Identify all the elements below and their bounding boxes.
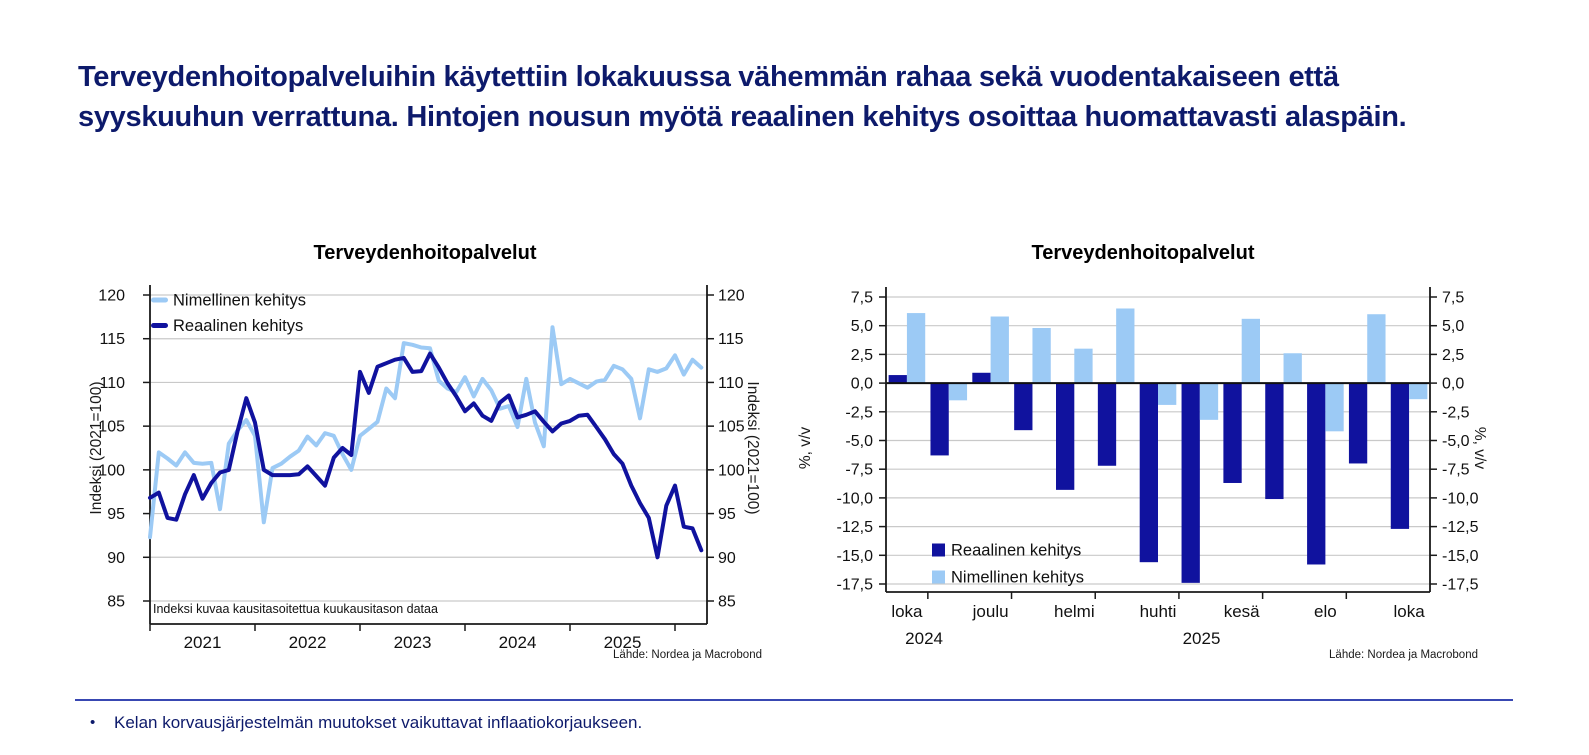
y-tick-label-left: -17,5 [836,576,873,594]
y-tick-label-right: 90 [718,549,736,567]
bullet-icon: • [90,714,96,731]
y-tick-label-right: 0,0 [1442,375,1465,393]
bar-nominal [1325,383,1343,431]
legend-swatch [932,544,945,557]
y-tick-label-left: 105 [98,418,125,436]
y-tick-label-right: -17,5 [1442,576,1479,594]
divider-line [75,699,1513,701]
bar-real [1182,383,1200,583]
y-tick-label-left: 85 [107,593,125,611]
bar-real [1140,383,1158,562]
y-tick-label-left: 90 [107,549,125,567]
bar-nominal [949,383,967,400]
bar-nominal [991,317,1009,384]
bar-nominal [1032,328,1050,383]
x-month-label: helmi [1053,602,1095,621]
y-tick-label-right: 100 [718,462,745,480]
x-year-label: 2023 [393,633,432,652]
footer-bullet-text: Kelan korvausjärjestelmän muutokset vaikuttavat inflaatiokorjaukseen. [114,713,643,732]
legend-swatch [151,323,168,328]
line-chart-ylabel-left: Indeksi (2021=100) [88,381,105,515]
y-tick-label-left: -12,5 [836,519,873,537]
y-tick-label-left: 100 [98,462,125,480]
bar-real [1056,383,1074,490]
line-chart-source: Lähde: Nordea ja Macrobond [613,649,762,661]
line-chart-ylabel-right: Indeksi (2021=100) [744,381,761,515]
bar-nominal [907,313,925,383]
x-year-label: 2024 [498,633,537,652]
bar-nominal [1158,383,1176,405]
y-tick-label-right: -7,5 [1442,461,1470,479]
x-year-label: 2024 [905,629,943,648]
bar-chart [790,235,1530,670]
y-tick-label-right: 85 [718,593,736,611]
legend-label: Nimellinen kehitys [951,568,1084,587]
bar-real [1391,383,1409,529]
bar-real [889,375,907,383]
y-tick-label-left: 7,5 [850,289,873,307]
x-month-label: huhti [1139,602,1177,621]
bar-real [972,373,990,383]
bar-chart-source: Lähde: Nordea ja Macrobond [1329,649,1478,661]
y-tick-label-right: 2,5 [1442,346,1465,364]
bar-chart-title: Terveydenhoitopalvelut [1031,242,1255,264]
footer-bullet-row [90,711,1490,735]
x-year-label: 2021 [183,633,222,652]
legend-swatch [932,571,945,584]
x-month-label: joulu [972,602,1009,621]
y-tick-label-right: -15,0 [1442,547,1479,565]
y-tick-label-right: 95 [718,506,736,524]
y-tick-label-left: -2,5 [845,404,873,422]
y-tick-label-left: -15,0 [836,547,873,565]
bar-real [1307,383,1325,564]
bar-nominal [1409,383,1427,399]
bar-nominal [1074,349,1092,383]
bar-nominal [1284,353,1302,383]
bar-chart-ylabel-left: %, v/v [797,426,814,470]
y-tick-label-right: 7,5 [1442,289,1465,307]
x-month-label: kesä [1223,602,1260,621]
y-tick-label-left: 5,0 [850,318,873,336]
x-month-label: loka [1393,602,1425,621]
bar-chart-ylabel-right: %, v/v [1471,426,1488,470]
legend-label: Reaalinen kehitys [173,317,304,335]
bar-nominal [1116,308,1134,383]
y-tick-label-left: 95 [107,506,125,524]
y-tick-label-left: 115 [99,331,125,349]
bar-nominal [1242,319,1260,383]
y-tick-label-left: -7,5 [845,461,873,479]
bar-real [1098,383,1116,466]
y-tick-label-left: 2,5 [850,346,873,364]
y-tick-label-right: -10,0 [1442,490,1479,508]
y-tick-label-left: 0,0 [850,375,873,393]
y-tick-label-left: 110 [99,374,125,392]
bar-real [930,383,948,455]
x-month-label: loka [891,602,923,621]
bar-nominal [1367,314,1385,383]
y-tick-label-right: 105 [718,418,745,436]
legend-label: Reaalinen kehitys [951,541,1082,560]
y-tick-label-left: 120 [98,287,125,305]
bar-real [1223,383,1241,483]
bar-real [1014,383,1032,430]
series-line [150,354,701,558]
bar-real [1349,383,1367,463]
y-tick-label-right: -2,5 [1442,404,1470,422]
page-title: Terveydenhoitopalveluihin käytettiin lokakuussa vähemmän rahaa sekä vuodentakaiseen että syyskuuhun verrattuna. Hintojen nousun myötä reaalinen kehitys osoittaa huomattavasti alaspäin. [78,61,1407,133]
x-year-label: 2025 [603,633,642,652]
x-year-label: 2022 [288,633,327,652]
legend-swatch [151,298,168,303]
y-tick-label-right: -5,0 [1442,433,1470,450]
x-year-label: 2025 [1182,629,1221,648]
legend-label: Nimellinen kehitys [173,291,306,310]
x-month-label: elo [1314,602,1337,621]
line-chart [75,235,775,670]
y-tick-label-right: -12,5 [1442,519,1479,537]
line-chart-title: Terveydenhoitopalvelut [313,242,537,264]
y-tick-label-right: 5,0 [1442,318,1465,336]
y-tick-label-right: 120 [718,287,745,305]
y-tick-label-left: -10,0 [836,490,873,508]
y-tick-label-left: -5,0 [845,433,873,450]
y-tick-label-right: 115 [718,331,744,349]
y-tick-label-right: 110 [718,374,744,392]
bar-nominal [1200,383,1218,420]
chart-footnote: Indeksi kuvaa kausitasoitettua kuukausitason dataa [153,602,438,616]
bar-real [1265,383,1283,499]
